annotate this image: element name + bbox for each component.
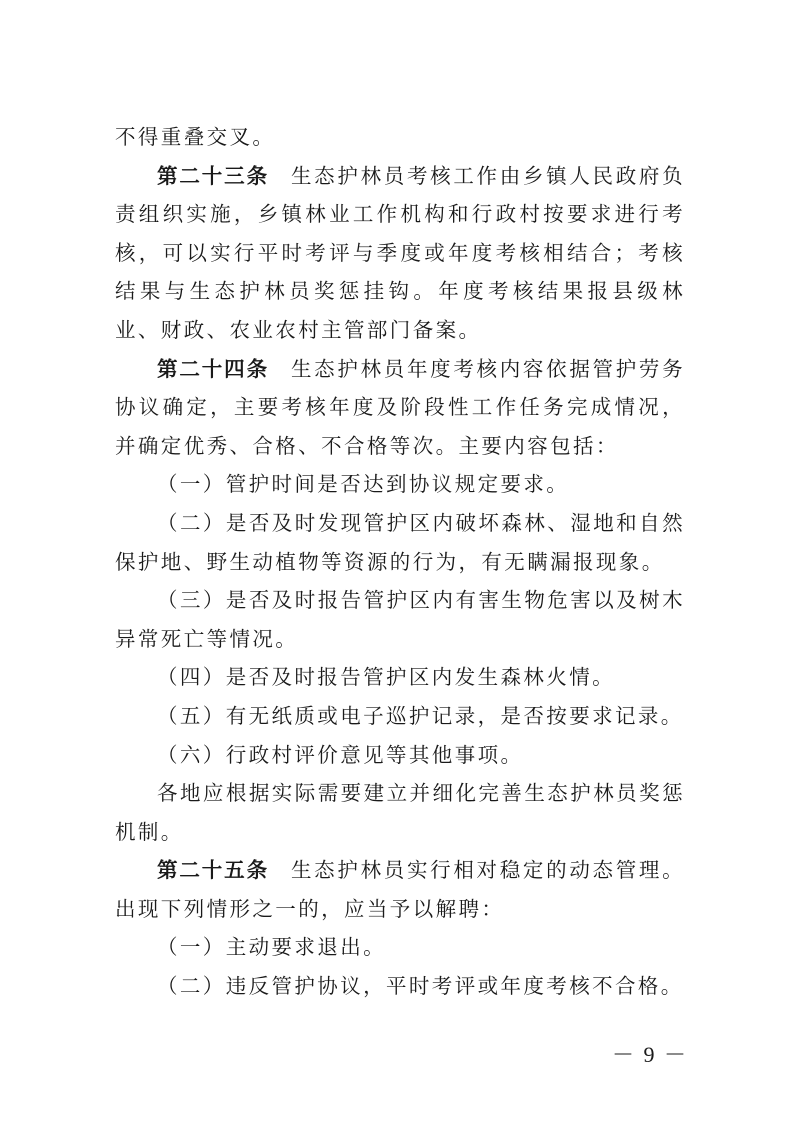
article-number: 第二十四条 [157, 356, 269, 381]
paragraph-text: （二）违反管护协议，平时考评或年度考核不合格。 [157, 974, 684, 999]
dismissal-item-2 [115, 967, 685, 1006]
paragraph-text: （六）行政村评价意见等其他事项。 [157, 742, 524, 767]
paragraph-text: （五）有无纸质或电子巡护记录，是否按要求记录。 [157, 703, 684, 728]
article-23 [115, 157, 685, 350]
document-body [115, 118, 685, 1006]
paragraph-text: （三）是否及时报告管护区内有害生物危害以及树木异常死亡等情况。 [115, 588, 685, 651]
paragraph-text: （二）是否及时发现管护区内破坏森林、湿地和自然保护地、野生动植物等资源的行为，有无瞒漏报现象。 [115, 510, 685, 574]
list-item-3 [115, 581, 685, 658]
article-24 [115, 350, 685, 466]
paragraph-text: 生态护林员实行相对稳定的动态管理。出现下列情形之一的，应当予以解聘： [115, 858, 685, 921]
list-item-6 [115, 736, 685, 775]
paragraph-1 [115, 118, 685, 157]
article-number: 第二十三条 [157, 163, 269, 188]
list-item-5 [115, 697, 685, 736]
list-item-4 [115, 658, 685, 697]
paragraph-text: （四）是否及时报告管护区内发生森林火情。 [157, 665, 615, 690]
paragraph-text: 生态护林员考核工作由乡镇人民政府负责组织实施，乡镇林业工作机构和行政村按要求进行考核，可以实行平时考评与季度或年度考核相结合；考核结果与生态护林员奖惩挂钩。年度考核结果报县级林业、财政、农业农村主管部门备案。 [115, 163, 685, 342]
paragraph-text: 生态护林员年度考核内容依据管护劳务协议确定，主要考核年度及阶段性工作任务完成情况，并确定优秀、合格、不合格等次。主要内容包括： [115, 356, 685, 458]
article-number: 第二十五条 [157, 858, 269, 883]
page-number: － 9 － [611, 1042, 688, 1067]
paragraph-reward-mechanism [115, 774, 685, 851]
paragraph-text: 各地应根据实际需要建立并细化完善生态护林员奖惩机制。 [115, 781, 685, 844]
dismissal-item-1 [115, 928, 685, 967]
list-item-1 [115, 465, 685, 504]
list-item-2 [115, 504, 685, 581]
article-25 [115, 851, 685, 928]
paragraph-text: （一）主动要求退出。 [157, 935, 386, 960]
paragraph-text: （一）管护时间是否达到协议规定要求。 [157, 472, 570, 497]
paragraph-text: 不得重叠交叉。 [115, 125, 276, 149]
